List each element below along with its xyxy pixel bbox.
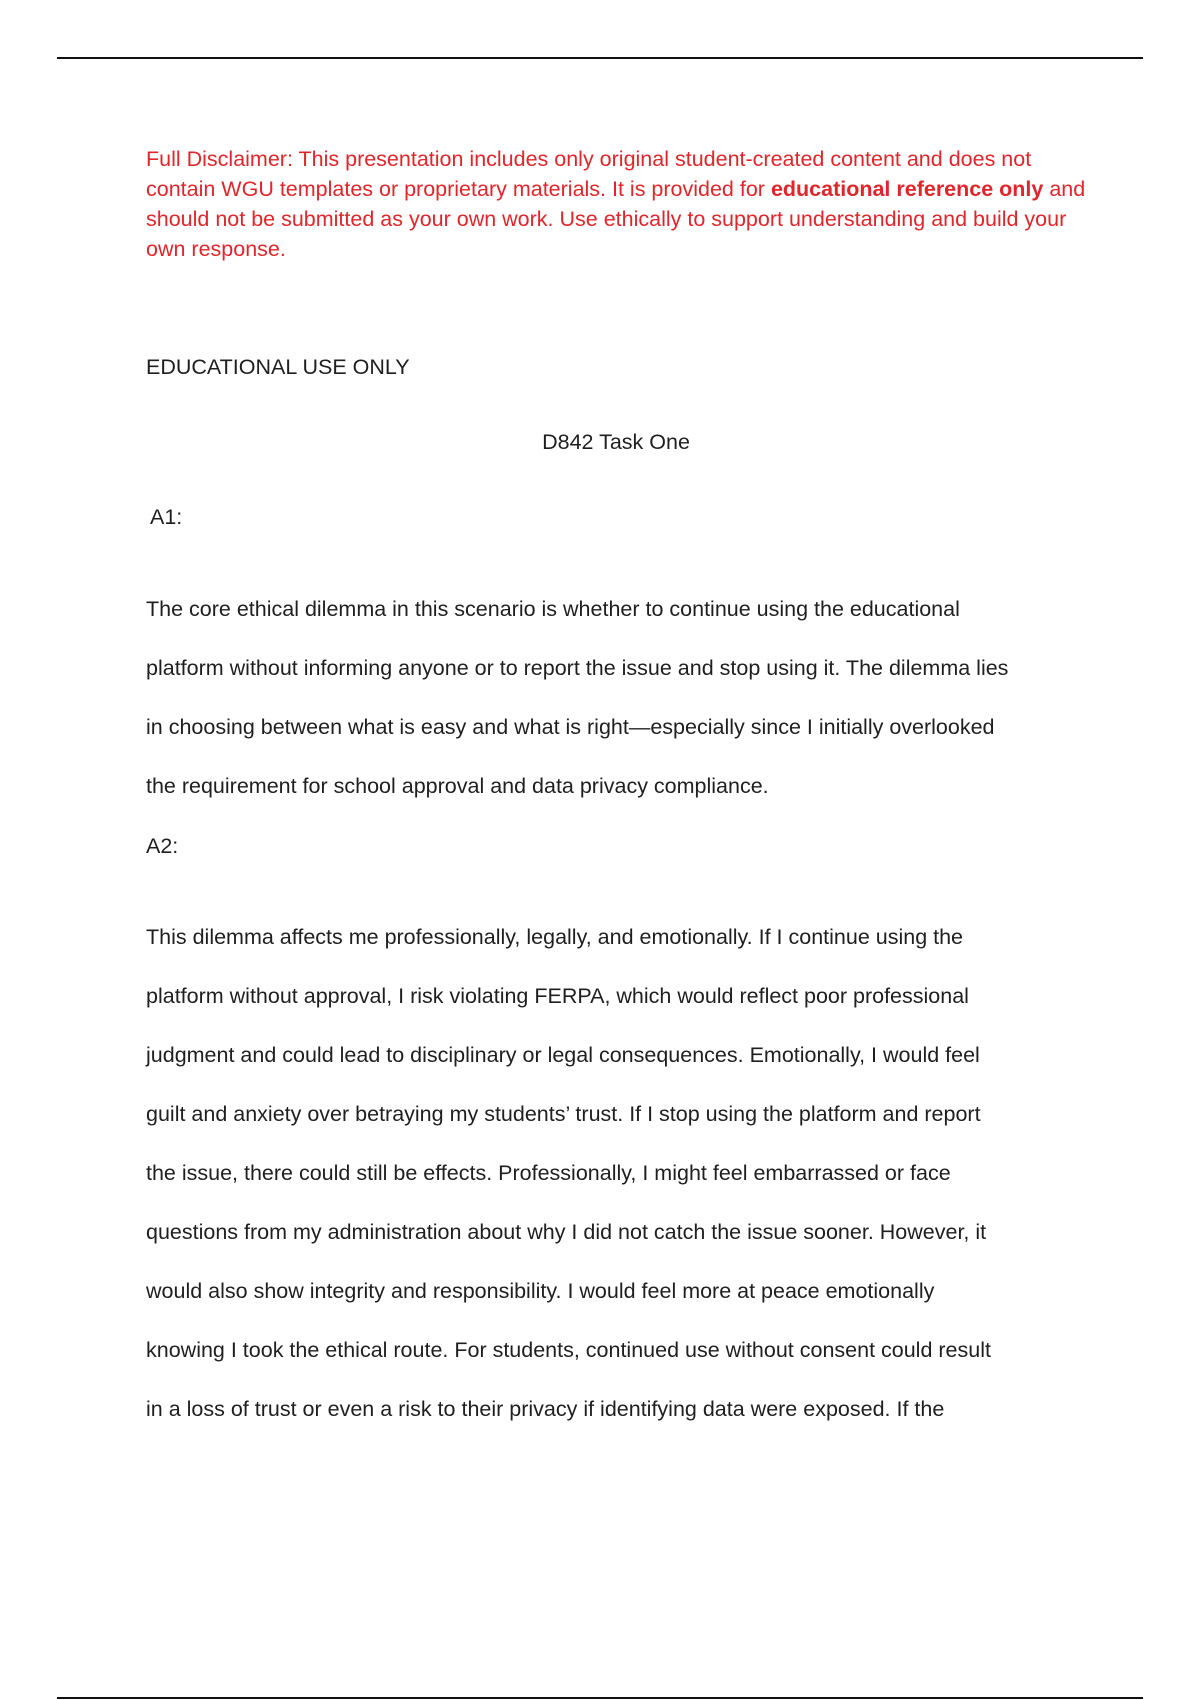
- paragraph-line: would also show integrity and responsibility. I would feel more at peace emotionally: [146, 1279, 935, 1303]
- paragraph-line: knowing I took the ethical route. For students, continued use without consent could result: [146, 1338, 991, 1362]
- paragraph-line: The core ethical dilemma in this scenario is whether to continue using the educational: [146, 597, 960, 621]
- document-title: D842 Task One: [542, 430, 690, 454]
- disclaimer-text-end: and should not be submitted as your own work. Use ethically to support understanding and build your own response.: [146, 177, 1086, 261]
- disclaimer-text-start: Full Disclaimer: This presentation includes only original student-created content and does not contain WGU templates or proprietary materials. It is provided for: [146, 147, 1032, 201]
- paragraph-line: in choosing between what is easy and what is right—especially since I initially overlooked: [146, 715, 995, 739]
- paragraph-line: judgment and could lead to disciplinary or legal consequences. Emotionally, I would feel: [146, 1043, 980, 1067]
- section-heading-a2: A2:: [146, 834, 179, 858]
- paragraph-line: This dilemma affects me professionally, legally, and emotionally. If I continue using the: [146, 925, 964, 949]
- paragraph-line: platform without approval, I risk violating FERPA, which would reflect poor professional: [146, 984, 969, 1008]
- footer-rule: [57, 1697, 1143, 1699]
- section-paragraph-a2: [146, 908, 1096, 1439]
- section-heading-a1: A1:: [150, 505, 183, 529]
- paragraph-line: guilt and anxiety over betraying my students’ trust. If I stop using the platform and report: [146, 1102, 981, 1126]
- disclaimer-emphasis: educational reference only: [770, 177, 1044, 201]
- paragraph-line: the requirement for school approval and data privacy compliance.: [146, 774, 769, 798]
- paragraph-line: platform without informing anyone or to report the issue and stop using it. The dilemma lies: [146, 656, 1009, 680]
- paragraph-line: the issue, there could still be effects. Professionally, I might feel embarrassed or face: [146, 1161, 951, 1185]
- paragraph-line: questions from my administration about why I did not catch the issue sooner. However, it: [146, 1220, 987, 1244]
- paragraph-line: in a loss of trust or even a risk to their privacy if identifying data were exposed. If the: [146, 1397, 945, 1421]
- section-paragraph-a1: [146, 580, 1096, 816]
- disclaimer-notice: [146, 144, 1090, 264]
- header-rule: [57, 57, 1143, 59]
- educational-use-label: EDUCATIONAL USE ONLY: [146, 355, 410, 379]
